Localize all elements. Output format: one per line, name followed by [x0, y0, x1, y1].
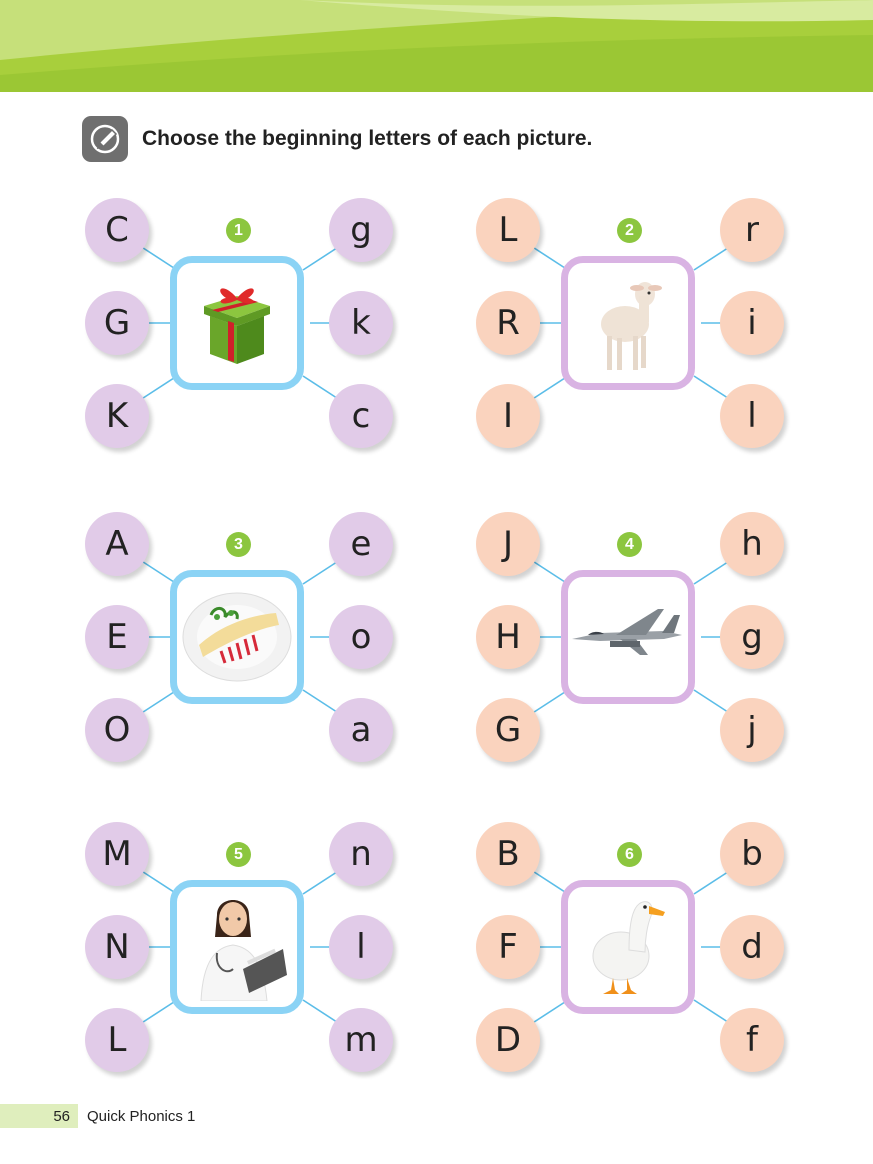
- exercise-1: [85, 198, 395, 460]
- letter-choice-lowercase[interactable]: g: [720, 605, 784, 669]
- exercise-number: 6: [617, 842, 642, 867]
- pencil-icon: [82, 116, 128, 162]
- exercise-number: 4: [617, 532, 642, 557]
- letter-choice-uppercase[interactable]: F: [476, 915, 540, 979]
- letter-choice-lowercase[interactable]: k: [329, 291, 393, 355]
- letter-choice-lowercase[interactable]: o: [329, 605, 393, 669]
- duck-picture: [583, 890, 673, 1005]
- omelette-picture: [181, 585, 293, 690]
- exercise-3: [85, 512, 395, 774]
- header-banner: [0, 0, 873, 92]
- page-number: 56: [0, 1104, 78, 1128]
- letter-choice-lowercase[interactable]: e: [329, 512, 393, 576]
- footer: [0, 1104, 195, 1128]
- book-title: Quick Phonics 1: [87, 1107, 196, 1125]
- letter-choice-lowercase[interactable]: r: [720, 198, 784, 262]
- lamb-picture: [583, 266, 673, 381]
- letter-choice-uppercase[interactable]: G: [85, 291, 149, 355]
- letter-choice-uppercase[interactable]: L: [476, 198, 540, 262]
- picture-frame: [561, 880, 695, 1014]
- instruction-row: [82, 116, 592, 162]
- letter-choice-lowercase[interactable]: c: [329, 384, 393, 448]
- letter-choice-lowercase[interactable]: i: [720, 291, 784, 355]
- letter-choice-lowercase[interactable]: l: [329, 915, 393, 979]
- letter-choice-lowercase[interactable]: m: [329, 1008, 393, 1072]
- letter-choice-uppercase[interactable]: G: [476, 698, 540, 762]
- letter-choice-uppercase[interactable]: C: [85, 198, 149, 262]
- jet-plane-picture: [570, 605, 686, 670]
- picture-frame: [170, 880, 304, 1014]
- letter-choice-lowercase[interactable]: a: [329, 698, 393, 762]
- letter-choice-lowercase[interactable]: n: [329, 822, 393, 886]
- letter-choice-uppercase[interactable]: R: [476, 291, 540, 355]
- letter-choice-lowercase[interactable]: d: [720, 915, 784, 979]
- exercise-5: [85, 822, 395, 1084]
- letter-choice-lowercase[interactable]: j: [720, 698, 784, 762]
- letter-choice-lowercase[interactable]: l: [720, 384, 784, 448]
- letter-choice-lowercase[interactable]: g: [329, 198, 393, 262]
- letter-choice-uppercase[interactable]: E: [85, 605, 149, 669]
- letter-choice-lowercase[interactable]: f: [720, 1008, 784, 1072]
- exercise-number: 3: [226, 532, 251, 557]
- letter-choice-lowercase[interactable]: b: [720, 822, 784, 886]
- exercise-number: 2: [617, 218, 642, 243]
- picture-frame: [170, 570, 304, 704]
- exercise-2: [476, 198, 786, 460]
- picture-frame: [170, 256, 304, 390]
- exercise-number: 5: [226, 842, 251, 867]
- letter-choice-uppercase[interactable]: M: [85, 822, 149, 886]
- exercise-4: [476, 512, 786, 774]
- instruction-text: Choose the beginning letters of each picture.: [142, 127, 593, 150]
- letter-choice-uppercase[interactable]: N: [85, 915, 149, 979]
- letter-choice-uppercase[interactable]: J: [476, 512, 540, 576]
- letter-choice-uppercase[interactable]: B: [476, 822, 540, 886]
- letter-choice-uppercase[interactable]: A: [85, 512, 149, 576]
- exercise-6: [476, 822, 786, 1084]
- picture-frame: [561, 570, 695, 704]
- nurse-picture: [187, 889, 287, 1006]
- letter-choice-uppercase[interactable]: D: [476, 1008, 540, 1072]
- letter-choice-uppercase[interactable]: L: [85, 1008, 149, 1072]
- gift-box-picture: [192, 276, 282, 371]
- letter-choice-uppercase[interactable]: I: [476, 384, 540, 448]
- letter-choice-uppercase[interactable]: O: [85, 698, 149, 762]
- letter-choice-uppercase[interactable]: H: [476, 605, 540, 669]
- picture-frame: [561, 256, 695, 390]
- letter-choice-uppercase[interactable]: K: [85, 384, 149, 448]
- exercise-number: 1: [226, 218, 251, 243]
- letter-choice-lowercase[interactable]: h: [720, 512, 784, 576]
